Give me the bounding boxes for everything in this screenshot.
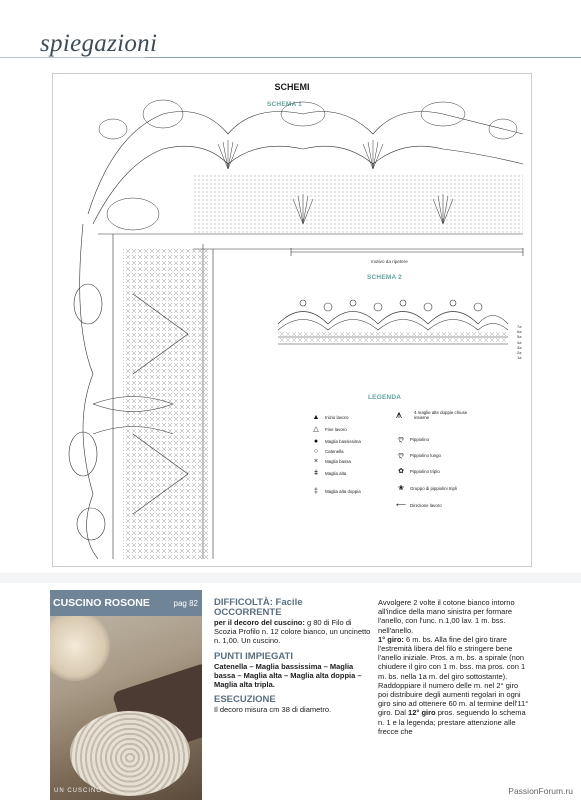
slip-stitch-icon: ●: [313, 438, 319, 445]
legend-item-sc: [311, 458, 351, 465]
needed-intro: per il decoro del cuscino:: [214, 618, 305, 627]
section-title: spiegazioni: [40, 30, 158, 57]
lamp-shape: [50, 616, 110, 681]
legend-item-cluster: [388, 410, 474, 420]
instructions-column-2: [378, 598, 530, 736]
direction-arrow-icon: ⟵: [396, 502, 407, 509]
needed-paragraph: [214, 618, 372, 646]
legend-item-direction: [396, 502, 442, 509]
bottom-band: [0, 573, 581, 583]
stitches-text: Catenella – Maglia bassissima – Maglia bassa – Maglia alta – Maglia alta doppia – Maglia alta tripla.: [214, 661, 362, 690]
round-1-paragraph: [378, 635, 530, 736]
page-ref: pag 82: [173, 599, 198, 608]
legend-title: LEGENDA: [368, 394, 402, 401]
end-arrow-icon: △: [313, 426, 319, 433]
double-crochet-icon: ǂ: [313, 470, 319, 477]
legend-item-slip: [311, 438, 361, 445]
needed-text: g 80 di Filo di Scozia Profilo n. 12 colore bianco, un uncinetto n. 1,00. Un cuscino.: [214, 618, 371, 646]
legend-label: Maglia bassissima: [325, 439, 361, 444]
row-label: 1a: [517, 355, 522, 361]
legend-item-chain: [311, 448, 344, 455]
legend-label: Catenella: [325, 449, 344, 454]
legend-label: Direzione lavoro: [410, 503, 442, 508]
chain-icon: ○: [313, 448, 319, 455]
legend-item-dc: [311, 470, 346, 477]
row-label: 2a: [517, 350, 522, 356]
legend-label: Pippiolino triplo: [410, 469, 440, 474]
needed-heading: OCCORRENTE: [214, 607, 282, 618]
schema1-label: SCHEMA 1: [267, 101, 302, 108]
legend-item-picot: [396, 436, 429, 443]
row-label: 4a: [517, 339, 522, 345]
legend-label: Fine lavoro: [325, 427, 347, 432]
watermark: PassionForum.ru: [508, 786, 573, 796]
triple-picot-icon: ✿: [398, 468, 404, 475]
legend-item-end: [311, 426, 347, 433]
schema2-diagram: [273, 289, 513, 349]
row-label: 5a: [517, 334, 522, 340]
doily-shape: [70, 711, 190, 796]
legend-label: Pippiolino: [410, 437, 430, 442]
cluster-icon: ⩚: [395, 408, 403, 421]
photo-caption: UN CUSCINO: [54, 788, 103, 794]
round-12-text: pros. seguendo lo schema n. 1 e la legenda; prestare attenzione alle frecce che: [378, 708, 526, 736]
row-label: 3a: [517, 344, 522, 350]
legend-label: Maglia alta: [325, 471, 347, 476]
single-crochet-icon: ×: [313, 458, 319, 465]
legend-label: Gruppo di pippiolini tripli: [410, 486, 457, 491]
picot-group-icon: ❀: [398, 485, 404, 492]
execution-heading: ESECUZIONE: [214, 694, 276, 706]
header-rule-accent: [145, 57, 581, 58]
schema2-label: SCHEMA 2: [367, 274, 402, 281]
schemes-title: SCHEMI: [274, 82, 310, 92]
legend-label: Inizio lavoro: [325, 415, 349, 420]
project-photo: [50, 616, 202, 800]
repeat-label: motivo da ripetere: [371, 259, 408, 264]
row-label: 6a: [517, 329, 522, 335]
round-1-text: 6 m. bs. Alla fine del giro tirare l'estremità libera del filo e stringere bene l'anello iniziale. Pros. a m. bs. a spirale (non chiudere il giro con 1 m. bss. ma pros. con 1 m. bs. nella 1a m. del giro sottostante). Raddoppiare il numero delle m. nel 2° giro poi distribuire degli aumenti regolari in ogni giro sino ad ottenere 60 m. al termine dell'11° giro. Dal: [378, 634, 529, 718]
stitches-heading: PUNTI IMPIEGATI: [214, 650, 293, 662]
legend-label: Maglia bassa: [325, 459, 351, 464]
instructions-column-1: [214, 598, 372, 714]
legend-label: Pippiolino lungo: [410, 453, 442, 458]
legend-item-picot-group: [396, 485, 457, 492]
project-panel: [50, 590, 202, 800]
legend-label: Maglia alta doppia: [325, 489, 361, 494]
treble-crochet-icon: ‡: [314, 488, 318, 495]
difficulty-heading: DIFFICOLTÀ: Facile: [214, 597, 303, 608]
schema2-row-labels: [517, 324, 521, 360]
legend-item-start: [311, 414, 348, 421]
round-1-label: 1° giro:: [378, 634, 404, 644]
project-title: CUSCINO ROSONE: [53, 597, 150, 609]
picot-icon: ღ: [398, 436, 404, 443]
intro-paragraph: Avvolgere 2 volte il cotone bianco intorno all'indice della mano sinistra per formare l'anello, con l'unc. n.1,00 lav. 1 m. bss. nell'anello.: [378, 598, 515, 635]
legend-item-triple-picot: [396, 468, 440, 475]
round-12-label: 12° giro: [408, 708, 436, 718]
legend-label: 4 maglie alte doppie chiuse insieme: [414, 410, 468, 420]
start-arrow-icon: ▲: [312, 414, 320, 421]
legend-item-tr: [311, 488, 361, 495]
schemes-box: [52, 73, 532, 567]
long-picot-icon: ღ: [398, 452, 404, 459]
row-label: 7a: [517, 324, 522, 329]
legend-item-long-picot: [396, 452, 441, 459]
execution-text: Il decoro misura cm 38 di diametro.: [214, 705, 332, 715]
